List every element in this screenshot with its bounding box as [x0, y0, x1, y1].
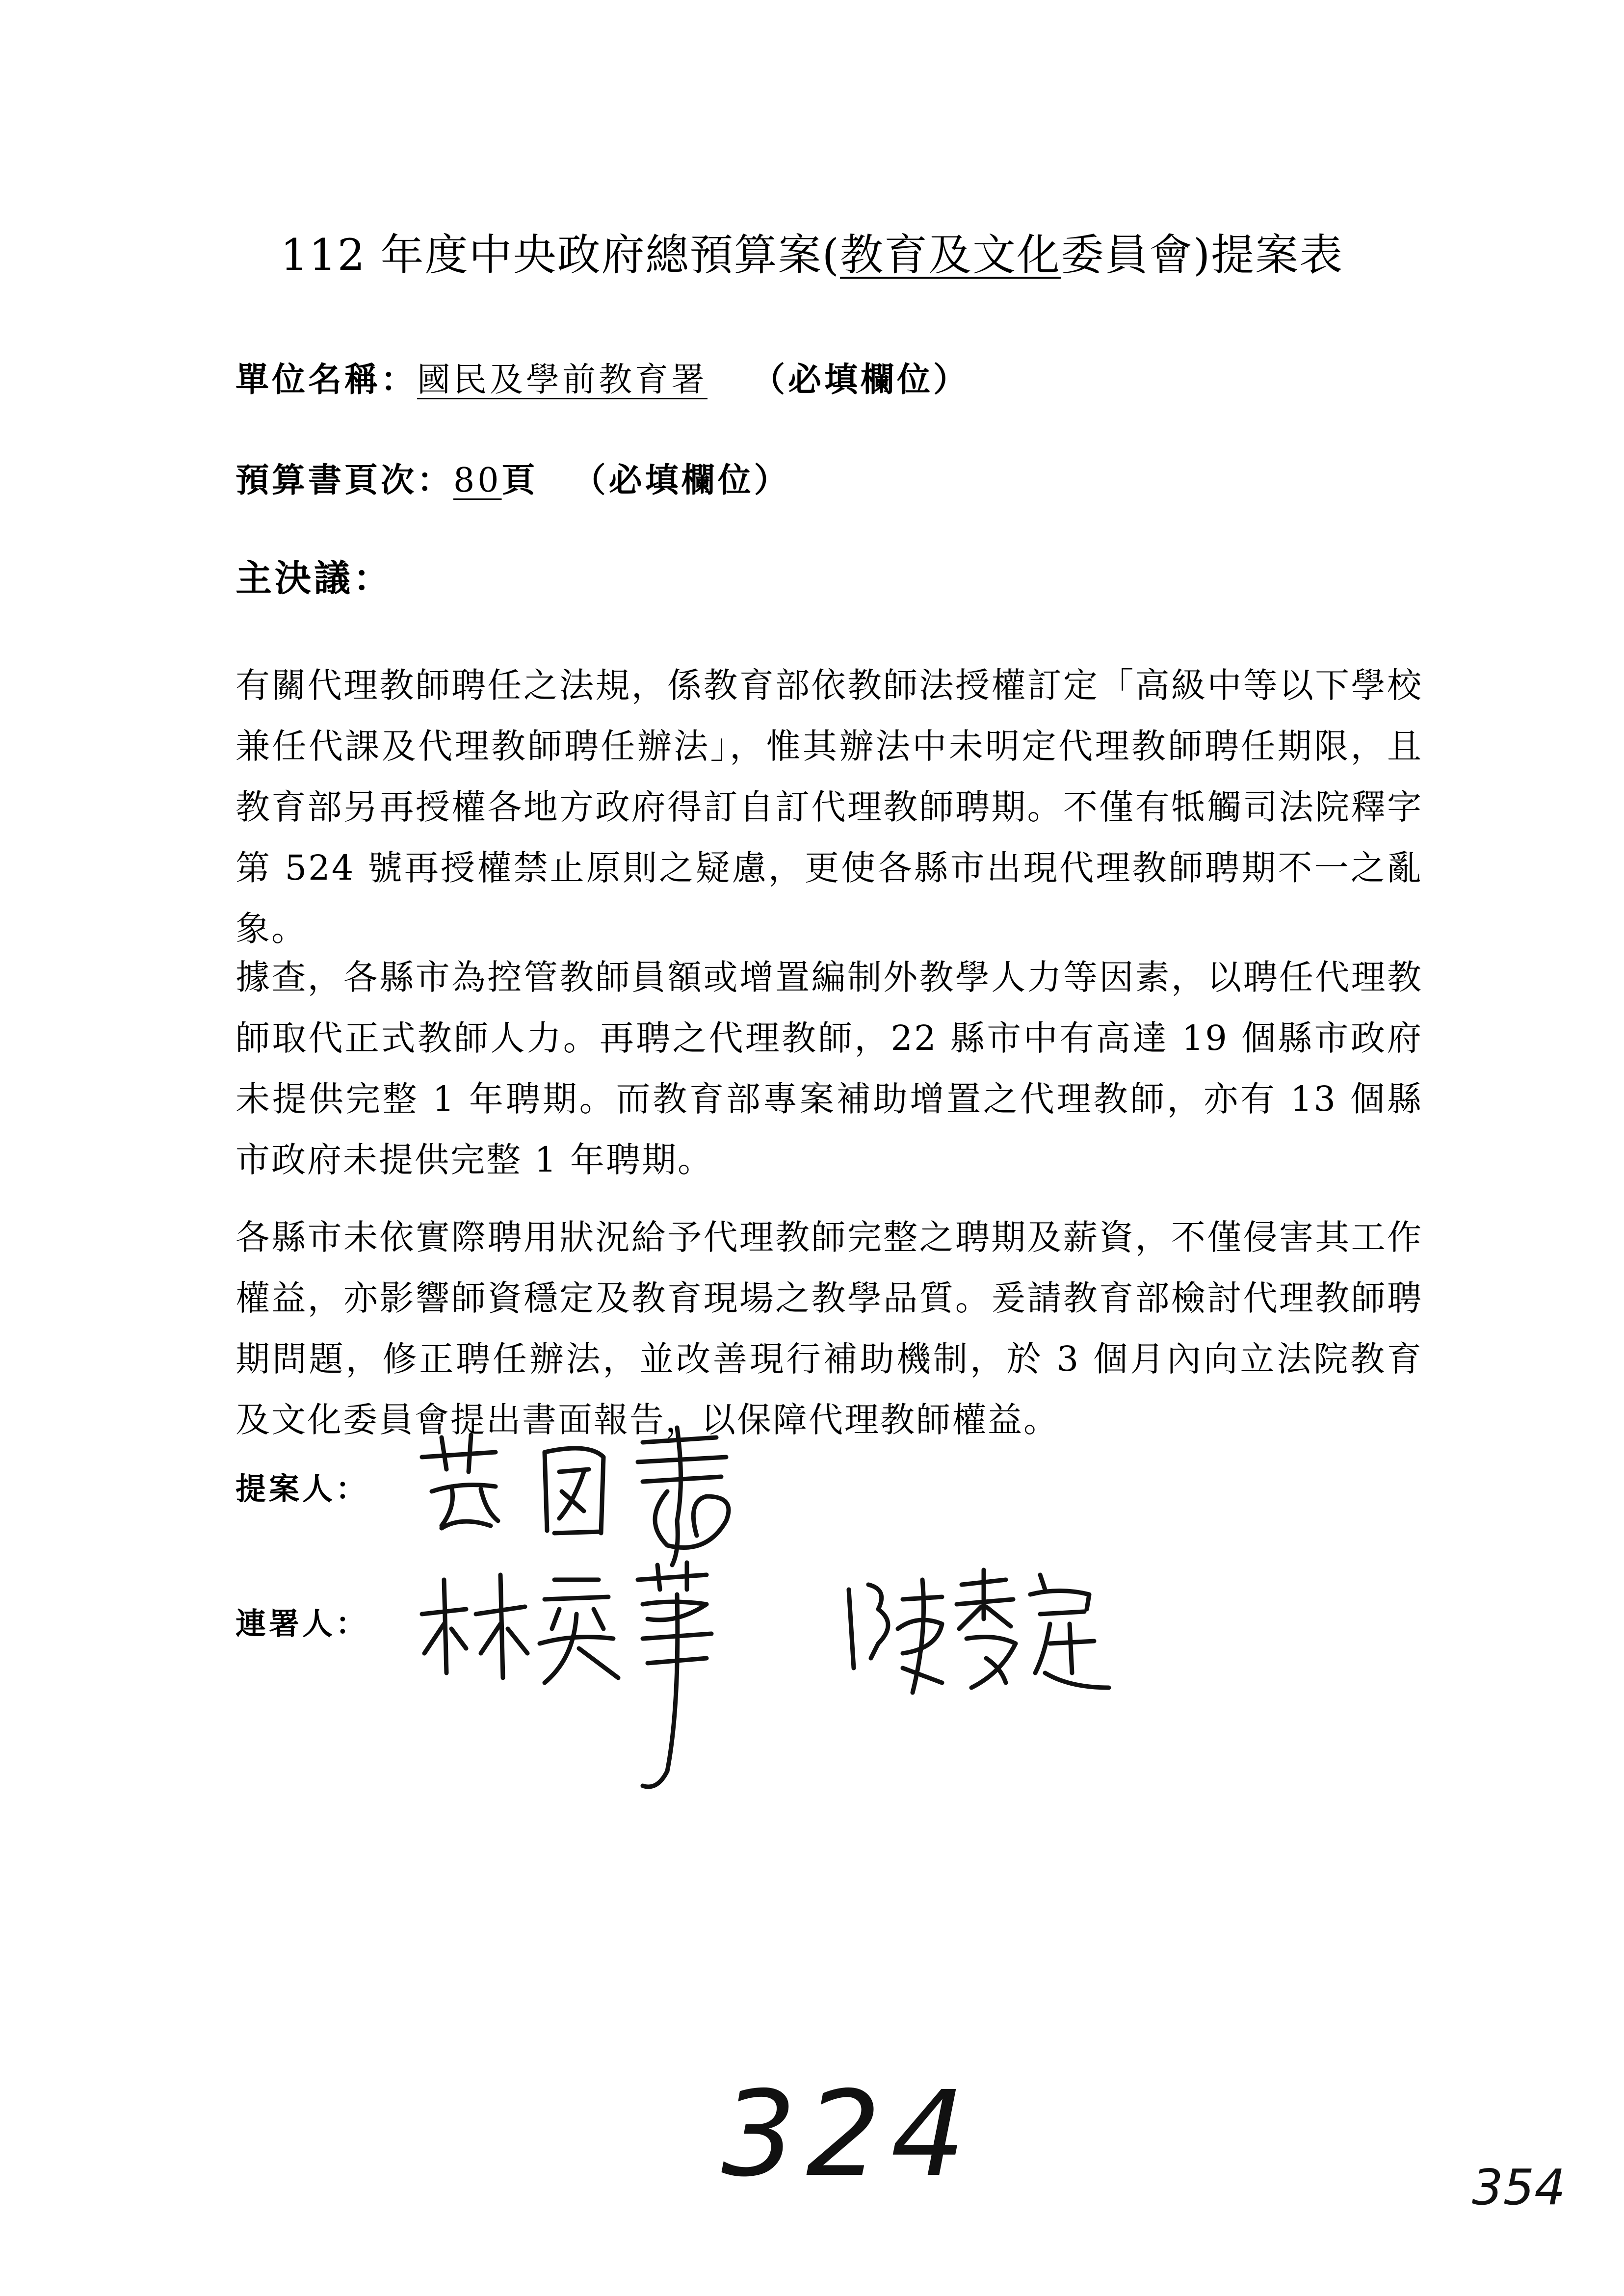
cosigner-signatures — [412, 1560, 1197, 1825]
budget-page-value: 80 — [453, 461, 502, 500]
handwritten-page-number: 324 — [721, 2065, 976, 2203]
corner-page-number: 354 — [1472, 2159, 1566, 2216]
resolution-label: 主決議： — [236, 557, 393, 600]
budget-page-label: 預算書頁次： — [236, 461, 454, 500]
cosigner-label: 連署人： — [236, 1606, 369, 1642]
unit-value: 國民及學前教育署 — [417, 361, 708, 399]
title-suffix: 委員會)提案表 — [1060, 230, 1344, 280]
resolution-paragraph-3: 各縣市未依實際聘用狀況給予代理教師完整之聘期及薪資，不僅侵害其工作權益，亦影響師資穩定及教育現場之教學品質。爰請教育部檢討代理教師聘期問題，修正聘任辦法，並改善現行補助機制，於 3 個月內向立法院教育及文化委員會提出書面報告，以保障代理教師權益。 — [236, 1217, 1423, 1440]
budget-page-required-note: （必填欄位） — [572, 461, 790, 500]
title-prefix: 112 年度中央政府總預算案( — [280, 230, 840, 280]
proposer-signature — [412, 1423, 785, 1570]
unit-label: 單位名稱： — [236, 360, 418, 399]
resolution-paragraph-1: 有關代理教師聘任之法規，係教育部依教師法授權訂定「高級中等以下學校兼任代課及代理教師聘任辦法」，惟其辦法中未明定代理教師聘任期限，且教育部另再授權各地方政府得訂自訂代理教師聘期。不僅有牴觸司法院釋字第 524 號再授權禁止原則之疑慮，更使各縣市出現代理教師聘期不一之亂象。 — [236, 665, 1423, 949]
title-committee: 教育及文化 — [839, 230, 1061, 280]
resolution-paragraph-2: 據查，各縣市為控管教師員額或增置編制外教學人力等因素，以聘任代理教師取代正式教師人力。再聘之代理教師，22 縣市中有高達 19 個縣市政府未提供完整 1 年聘期。而教育部專案補助增置之代理教師，亦有 13 個縣市政府未提供完整 1 年聘期。 — [236, 957, 1423, 1180]
page-title — [0, 221, 1624, 283]
proposer-label: 提案人： — [236, 1471, 369, 1507]
budget-page-field — [236, 454, 790, 501]
budget-page-unit: 頁 — [501, 461, 538, 500]
unit-field — [236, 353, 969, 401]
unit-required-note: （必填欄位） — [752, 360, 970, 399]
